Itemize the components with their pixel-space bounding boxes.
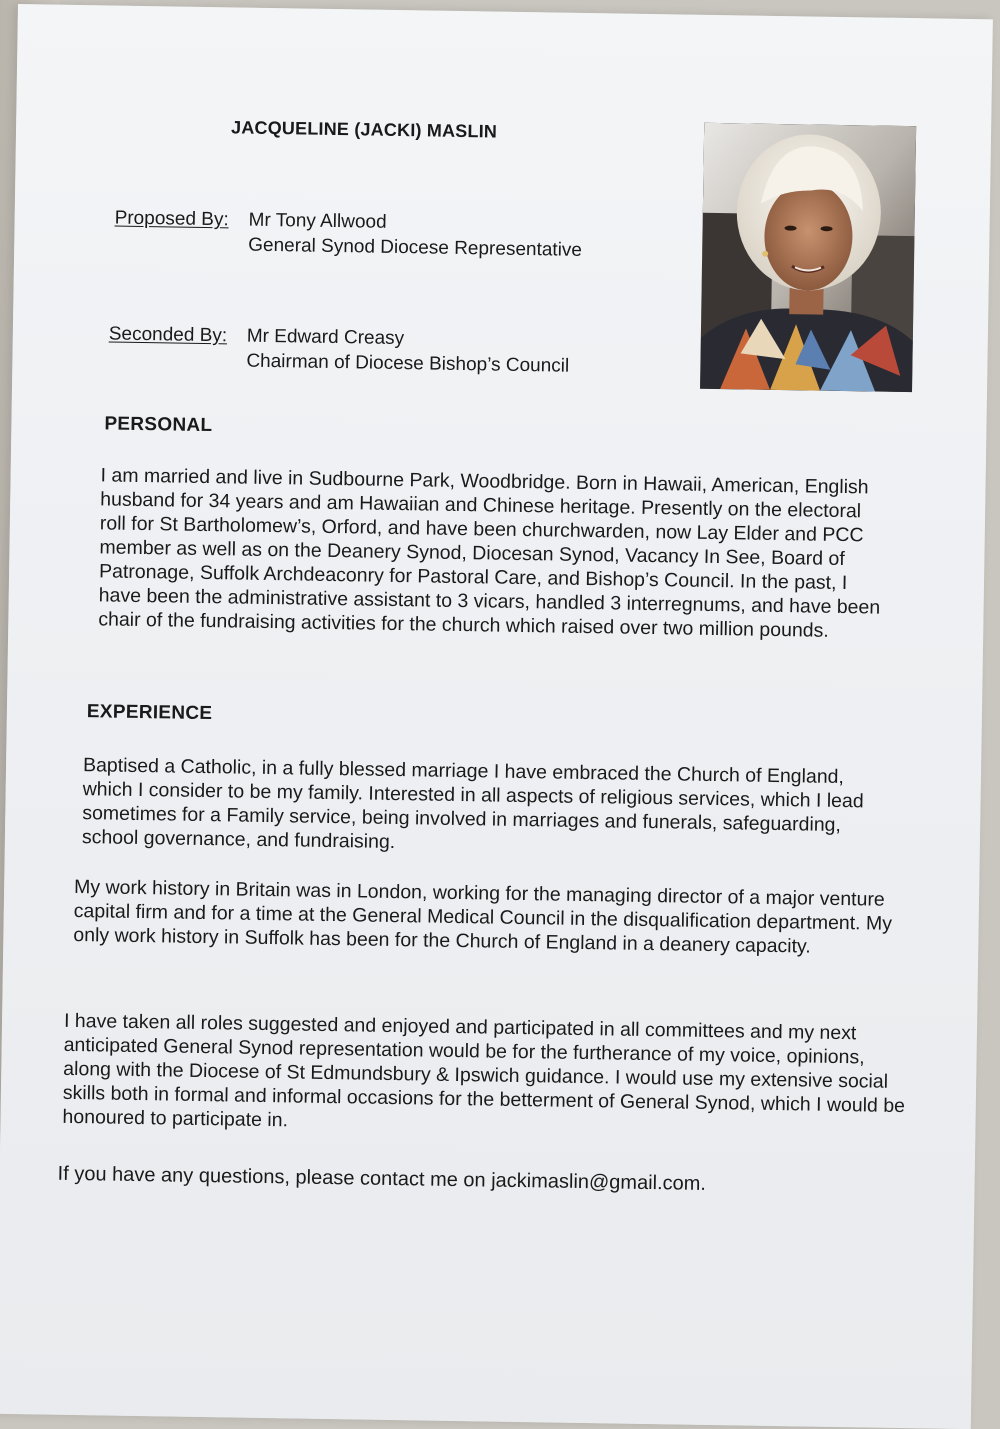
proposer-name: Mr Tony Allwood bbox=[248, 209, 387, 233]
document-page bbox=[0, 4, 993, 1429]
experience-paragraph-1: Baptised a Catholic, in a fully blessed marriage I have embraced the Church of England, which I consider to be my family. Interested in all aspects of religious services, which I lead sometimes for a Family service, being involved in marriages and funerals, safeguarding, school governance, and fundraising. bbox=[81, 754, 864, 854]
proposed-by-block bbox=[114, 206, 655, 274]
seconded-by-label: Seconded By: bbox=[108, 323, 228, 347]
seconder-name: Mr Edward Creasy bbox=[246, 325, 405, 350]
experience-paragraph-2: My work history in Britain was in London, working for the managing director of a major venture capital firm and for a time at the General Medical Council in the disqualification department. My only work history in Suffolk has been for the Church of England in a deanery capacity. bbox=[73, 875, 893, 958]
personal-heading: PERSONAL bbox=[104, 413, 213, 437]
proposed-by-label: Proposed By: bbox=[114, 207, 229, 231]
contact-line: If you have any questions, please contact me on jackimaslin@gmail.com. bbox=[57, 1162, 707, 1195]
portrait-image bbox=[700, 123, 916, 392]
candidate-photo bbox=[700, 123, 916, 392]
experience-heading: EXPERIENCE bbox=[86, 701, 213, 725]
seconded-by-block bbox=[108, 321, 649, 389]
seconder-role: Chairman of Diocese Bishop’s Council bbox=[246, 350, 570, 377]
experience-paragraph-3: I have taken all roles suggested and enjoyed and participated in all committees and my next anticipated General Synod representation would be for the furtherance of my voice, opinions, along with the Diocese of St Edmundsbury & Ipswich guidance. I would use my extensive social skills both in formal and informal occasions for the betterment of General Synod, which I would be honoured to participate in. bbox=[62, 1009, 906, 1132]
candidate-name-title: JACQUELINE (JACKI) MASLIN bbox=[230, 117, 498, 142]
personal-paragraph: I am married and live in Sudbourne Park, Woodbridge. Born in Hawaii, American, English husband for 34 years and am Hawaiian and Chinese heritage. Presently on the electoral roll for St Bartholomew’s, Orford, and have been churchwarden, now Lay Elder and PCC member as well as on the Deanery Synod, Diocesan Synod, Vacancy In See, Board of Patronage, Suffolk Archdeaconry for Pastoral Care, and Bishop’s Council. In the past, I have been the administrative assistant to 3 vicars, handled 3 interregnums, and have been chair of the fundraising activities for the church which raised over two million pounds. bbox=[98, 464, 881, 642]
proposer-role: General Synod Diocese Representative bbox=[248, 234, 583, 261]
